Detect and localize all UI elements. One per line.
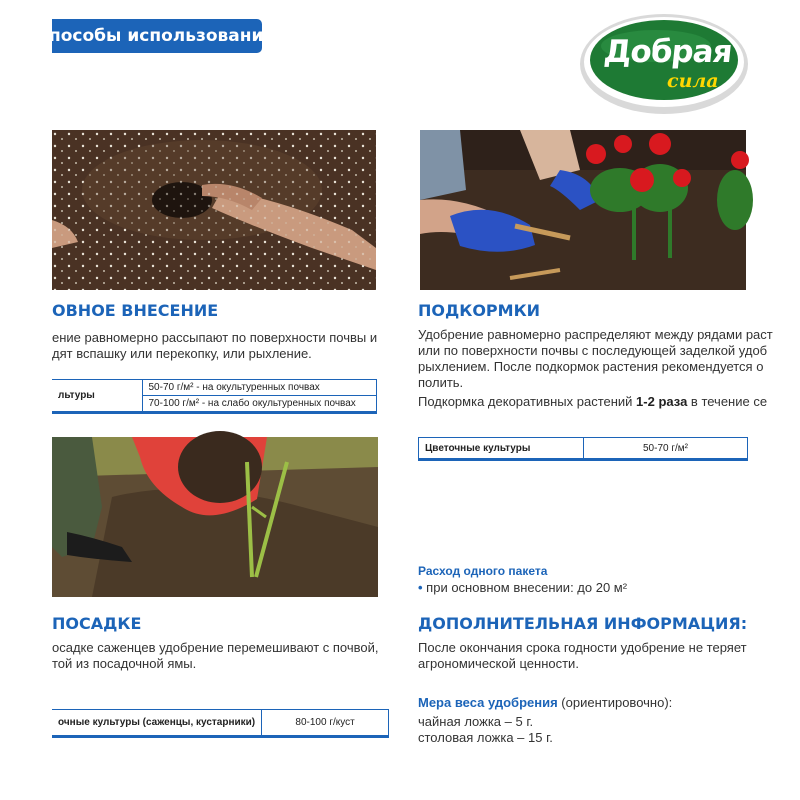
rate-value: 50-70 г/м² bbox=[148, 382, 194, 393]
paragraph-feeding bbox=[418, 327, 773, 391]
decor-frequency: 1-2 раза bbox=[636, 394, 688, 409]
table-basic-rate-row bbox=[142, 380, 377, 396]
table-planting-value: 80-100 г/куст bbox=[262, 710, 389, 737]
paragraph-planting-line: осадке саженцев удобрение перемешивают с почвой, bbox=[52, 640, 379, 655]
brand-logo bbox=[578, 10, 750, 118]
measure-title-bold: Мера веса удобрения bbox=[418, 695, 558, 710]
section-title-feeding: ПОДКОРМКИ bbox=[418, 301, 541, 320]
table-basic-rates bbox=[52, 379, 377, 414]
paragraph-feeding-line: полить. bbox=[418, 375, 464, 390]
decor-prefix: Подкормка декоративных растений bbox=[418, 394, 637, 409]
consumption-item-text: при основном внесении: до 20 м² bbox=[422, 580, 628, 595]
rate-note: - на окультуренных почвах bbox=[193, 382, 320, 393]
logo-word-dobraya: Добрая bbox=[602, 34, 734, 70]
consumption-title: Расход одного пакета bbox=[418, 564, 548, 578]
measure-title bbox=[418, 695, 748, 711]
table-planting-label: очные культуры (саженцы, кустарники) bbox=[52, 710, 262, 737]
paragraph-feeding-line: или по поверхности почвы с последующей заделкой удоб bbox=[418, 343, 768, 358]
paragraph-additional-line: агрономической ценности. bbox=[418, 656, 579, 671]
photo-planting-roses bbox=[420, 130, 746, 290]
paragraph-additional-line: После окончания срока годности удобрение не теряет bbox=[418, 640, 747, 655]
table-feeding-value: 50-70 г/м² bbox=[584, 438, 748, 460]
table-feeding-rate bbox=[418, 437, 748, 461]
section-tab-label: пособы использования bbox=[49, 26, 275, 46]
section-tab-header bbox=[49, 19, 275, 53]
paragraph-feeding-line: Удобрение равномерно распределяют между рядами раст bbox=[418, 327, 773, 342]
paragraph-planting bbox=[52, 640, 379, 672]
section-title-basic: ОВНОЕ ВНЕСЕНИЕ bbox=[52, 301, 219, 320]
table-feeding-label: Цветочные культуры bbox=[419, 438, 584, 460]
measure-item: столовая ложка – 15 г. bbox=[418, 730, 553, 745]
photo-soil-hands bbox=[52, 130, 376, 290]
section-title-planting: ПОСАДКЕ bbox=[52, 614, 142, 633]
measure-list bbox=[418, 714, 748, 746]
table-planting-rate bbox=[52, 709, 389, 738]
rate-note: - на слабо окультуренных почвах bbox=[199, 398, 356, 409]
paragraph-planting-line: той из посадочной ямы. bbox=[52, 656, 197, 671]
measure-title-rest: (ориентировочно): bbox=[557, 695, 673, 710]
section-title-additional: ДОПОЛНИТЕЛЬНАЯ ИНФОРМАЦИЯ: bbox=[418, 614, 748, 633]
paragraph-decor-feeding bbox=[418, 394, 768, 410]
paragraph-basic-line: дят вспашку или перекопку, или рыхление. bbox=[52, 346, 312, 361]
table-basic-label: льтуры bbox=[52, 380, 142, 413]
logo-word-sila: сила bbox=[667, 70, 719, 92]
bullet-icon: • bbox=[418, 580, 423, 595]
paragraph-basic-line: ение равномерно рассыпают по поверхности почвы и bbox=[52, 330, 378, 345]
decor-suffix: в течение се bbox=[687, 394, 768, 409]
paragraph-feeding-line: рыхлением. После подкормок растения рекомендуется о bbox=[418, 359, 764, 374]
rate-value: 70-100 г/м² bbox=[148, 398, 200, 409]
paragraph-additional bbox=[418, 640, 748, 672]
consumption-item bbox=[418, 580, 748, 596]
measure-item: чайная ложка – 5 г. bbox=[418, 714, 534, 729]
table-basic-rate-row bbox=[142, 396, 377, 413]
photo-bucket-seedling bbox=[52, 437, 378, 597]
paragraph-basic bbox=[52, 330, 378, 362]
